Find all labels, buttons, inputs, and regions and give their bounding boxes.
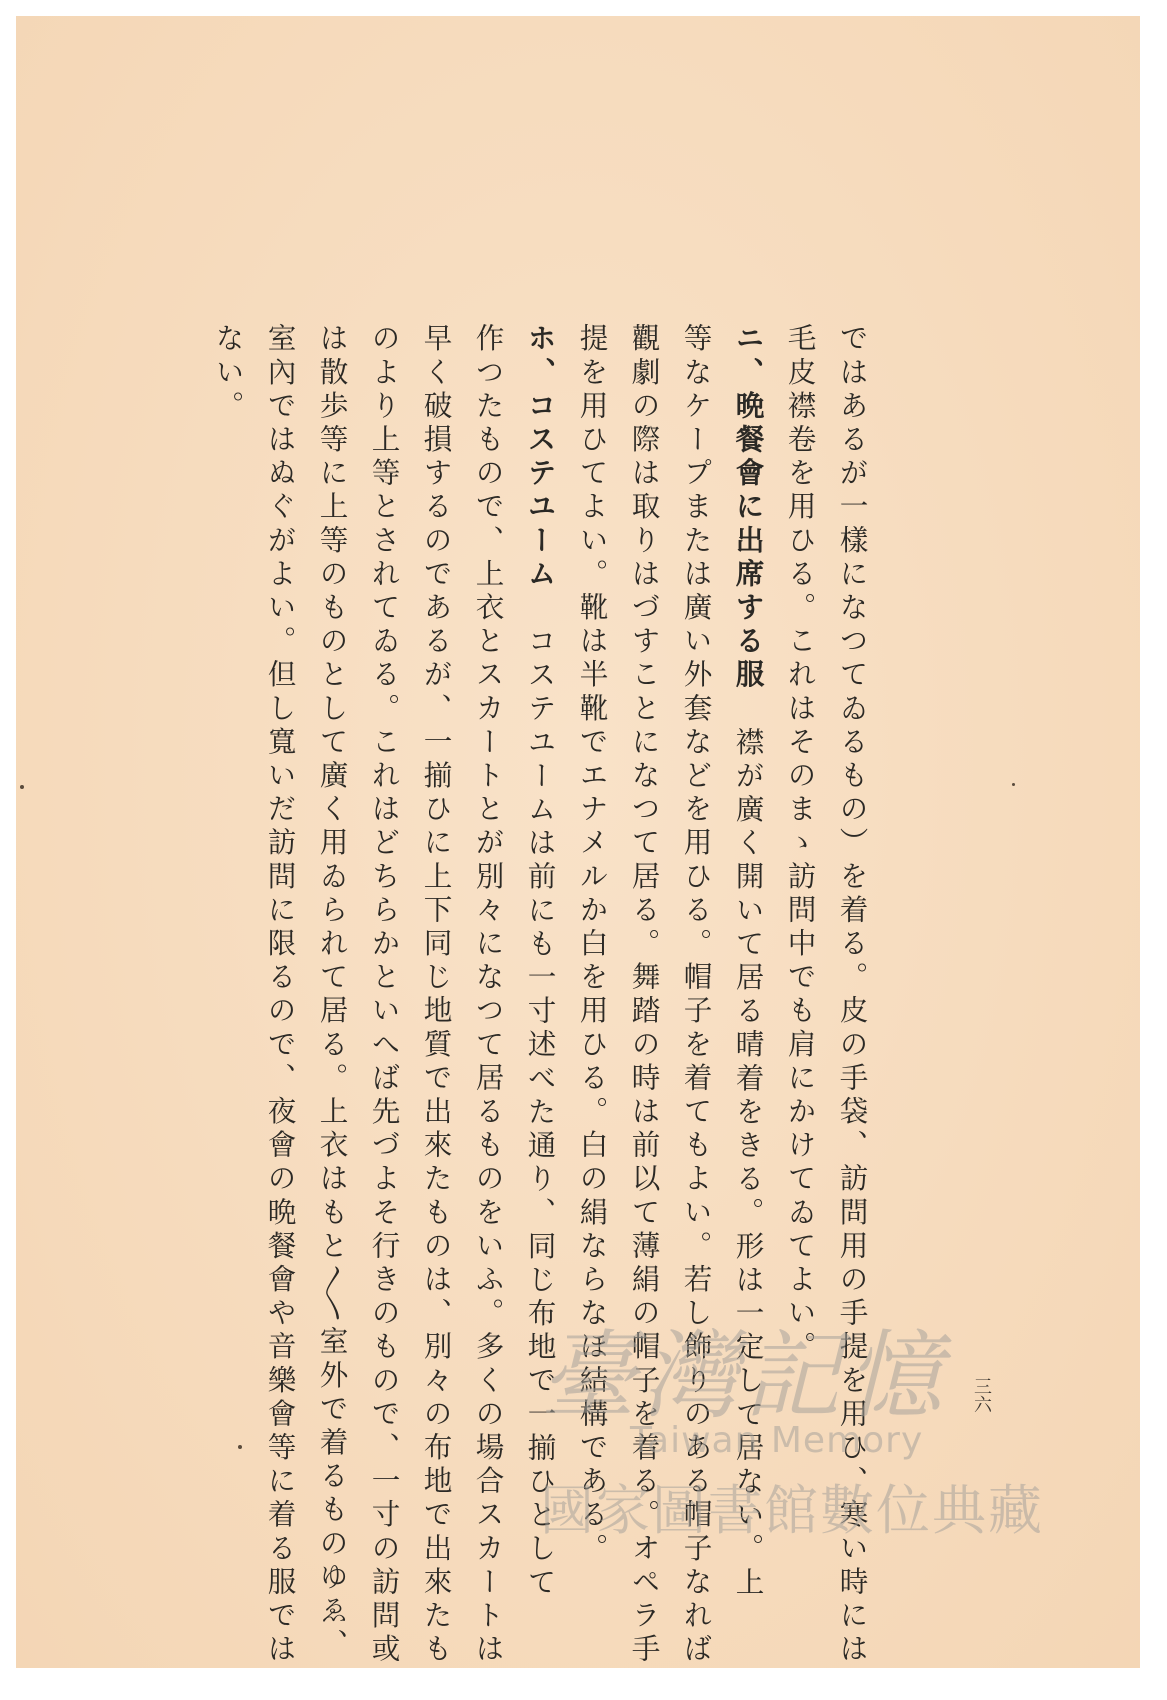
text-column-10: のより上等とされてゐる。これはどちらかといへば先づよそ行きのもので、一寸の訪問或	[367, 323, 402, 1667]
section-heading-ni: ニ、晩餐會に出席する服	[731, 323, 766, 693]
paper-speck	[1012, 783, 1015, 786]
watermark-seal-text: 臺灣記憶	[540, 1320, 948, 1432]
text-column-11: は散歩等に上等のものとして廣く用ゐられて居る。上衣はもと〳〵室外で着るものゆゑ、	[315, 323, 350, 1662]
text-column-5: 觀劇の際は取りはづすことになつて居る。舞踏の時は前以て薄絹の帽子を着る。オペラ手	[627, 323, 662, 1667]
watermark-chinese-text: 國家圖書館數位典藏	[540, 1479, 1044, 1542]
section-body-ho: コステユームは前にも一寸述べた通り、同じ布地で一揃ひとして	[523, 625, 558, 1601]
text-column-8: 作つたもので、上衣とスカートとが別々になつて居るものをいふ。多くの場合スカートは	[471, 323, 506, 1667]
text-column-6: 提を用ひてよい。靴は半靴でエナメルか白を用ひる。白の絹ならなほ結構である。	[575, 323, 610, 1567]
watermark	[540, 1300, 1100, 1550]
text-column-13: ない。	[211, 323, 246, 424]
section-body-ni: 襟が廣く開いて居る晴着をきる。形は一定して居ない。上	[731, 726, 766, 1601]
text-column-2: 毛皮襟卷を用ひる。これはそのまゝ訪問中でも肩にかけてゐてよい。	[783, 323, 818, 1365]
text-column-12: 室內ではぬぐがよい。但し寬いだ訪問に限るので、夜會の晩餐會や音樂會等に着る服では	[263, 323, 298, 1667]
watermark-english-text: Taiwan Memory	[630, 1420, 924, 1461]
page-number: 三六	[971, 1377, 992, 1413]
paper-speck	[20, 785, 24, 789]
text-column-9: 早く破損するのであるが、一揃ひに上下同じ地質で出來たものは、別々の布地で出來たも	[419, 323, 454, 1667]
text-column-4: 等なケープまたは廣い外套などを用ひる。帽子を着てもよい。若し飾りのある帽子なれば	[679, 323, 714, 1667]
section-heading-ho: ホ、コステユーム	[523, 323, 558, 592]
paper-speck	[238, 1445, 242, 1449]
text-column-1: ではあるが一樣になつてゐるもの）を着る。皮の手袋、訪問用の手提を用ひ、寒い時には	[835, 323, 870, 1667]
